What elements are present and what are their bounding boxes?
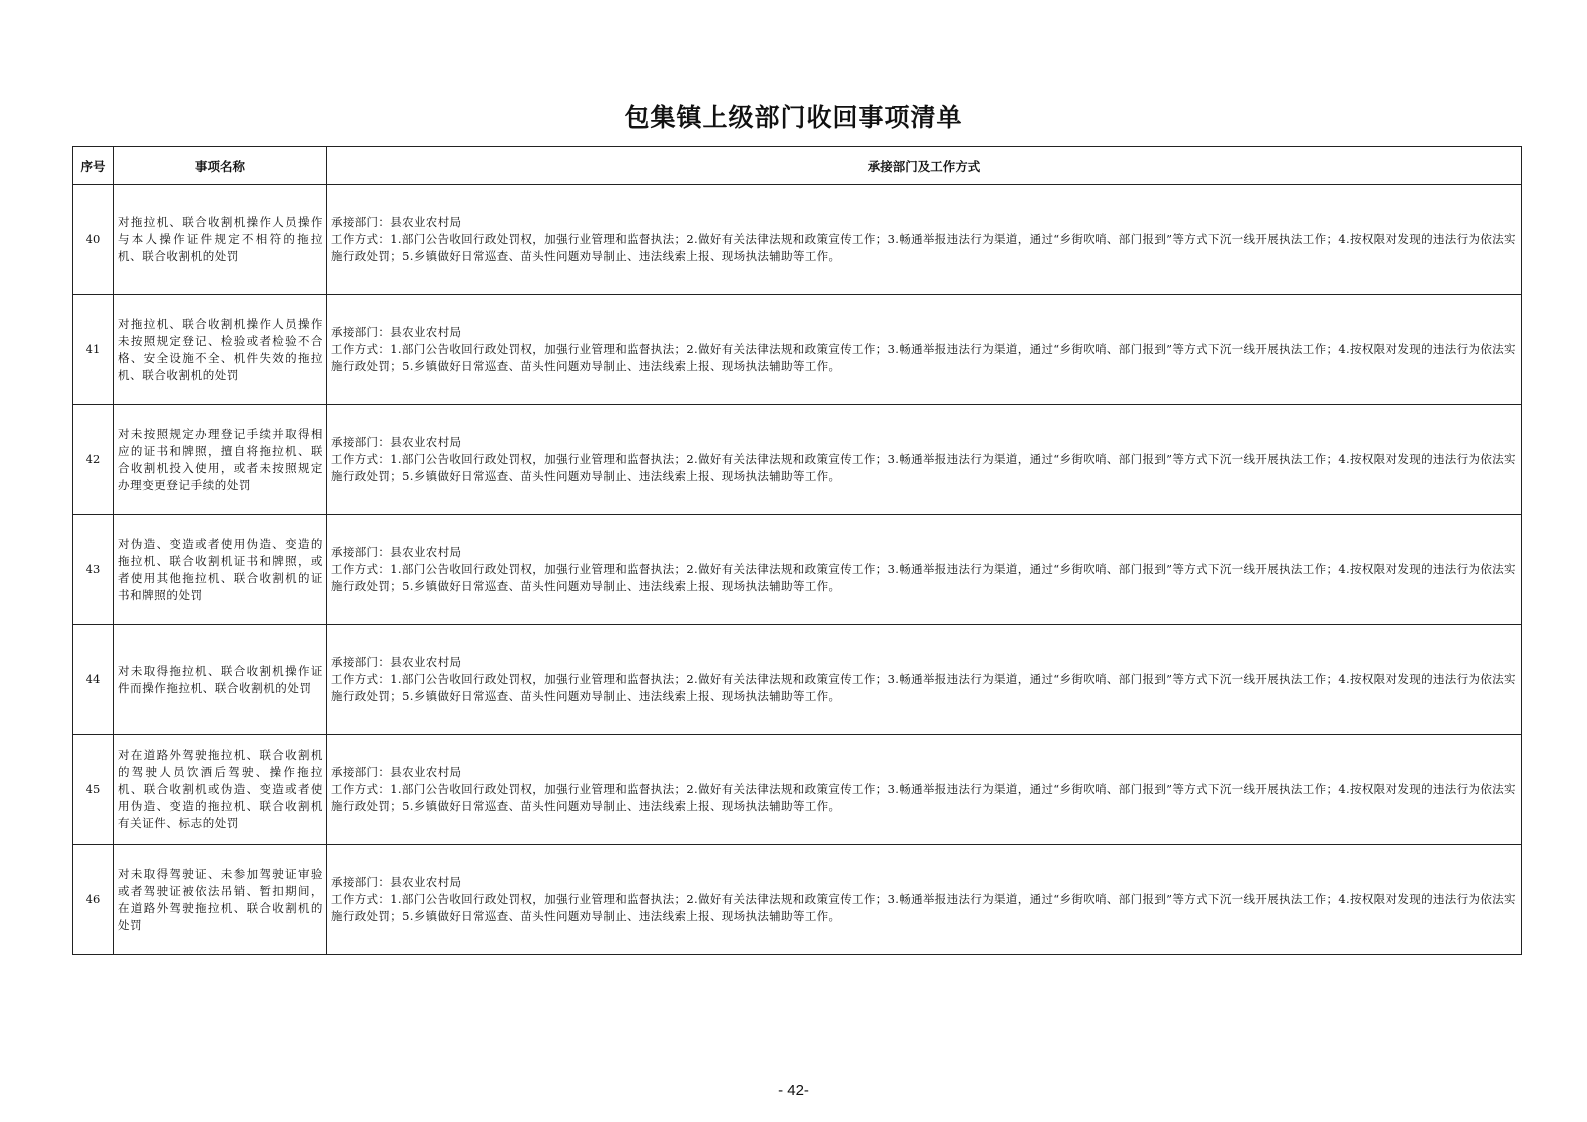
row-department-method (327, 735, 1522, 845)
row-seq: 42 (73, 405, 114, 515)
row-item-name: 对拖拉机、联合收割机操作人员操作未按照规定登记、检验或者检验不合格、安全设施不全、机件失效的拖拉机、联合收割机的处罚 (114, 295, 327, 405)
row-item-name: 对在道路外驾驶拖拉机、联合收割机的驾驶人员饮酒后驾驶、操作拖拉机、联合收割机或伪造、变造或者使用伪造、变造的拖拉机、联合收割机有关证件、标志的处罚 (114, 735, 327, 845)
row-item-name: 对未取得拖拉机、联合收割机操作证件而操作拖拉机、联合收割机的处罚 (114, 625, 327, 735)
row-department: 承接部门：县农业农村局 (331, 435, 462, 449)
row-department: 承接部门：县农业农村局 (331, 875, 462, 889)
table-row (73, 735, 1522, 845)
row-department: 承接部门：县农业农村局 (331, 215, 462, 229)
row-work-method: 工作方式：1.部门公告收回行政处罚权，加强行业管理和监督执法；2.做好有关法律法规和政策宣传工作；3.畅通举报违法行为渠道，通过“乡街吹哨、部门报到”等方式下沉一线开展执法工作；4.按权限对发现的违法行为依法实施行政处罚；5.乡镇做好日常巡查、苗头性问题劝导制止、违法线索上报、现场执法辅助等工作。 (331, 232, 1516, 263)
row-work-method: 工作方式：1.部门公告收回行政处罚权，加强行业管理和监督执法；2.做好有关法律法规和政策宣传工作；3.畅通举报违法行为渠道，通过“乡街吹哨、部门报到”等方式下沉一线开展执法工作；4.按权限对发现的违法行为依法实施行政处罚；5.乡镇做好日常巡查、苗头性问题劝导制止、违法线索上报、现场执法辅助等工作。 (331, 672, 1516, 703)
row-department-method (327, 625, 1522, 735)
row-work-method: 工作方式：1.部门公告收回行政处罚权，加强行业管理和监督执法；2.做好有关法律法规和政策宣传工作；3.畅通举报违法行为渠道，通过“乡街吹哨、部门报到”等方式下沉一线开展执法工作；4.按权限对发现的违法行为依法实施行政处罚；5.乡镇做好日常巡查、苗头性问题劝导制止、违法线索上报、现场执法辅助等工作。 (331, 562, 1516, 593)
row-item-name: 对拖拉机、联合收割机操作人员操作与本人操作证件规定不相符的拖拉机、联合收割机的处罚 (114, 185, 327, 295)
items-table (72, 146, 1522, 955)
header-item-name: 事项名称 (114, 147, 327, 185)
table-header-row (73, 147, 1522, 185)
row-department: 承接部门：县农业农村局 (331, 765, 462, 779)
row-item-name: 对伪造、变造或者使用伪造、变造的拖拉机、联合收割机证书和牌照，或者使用其他拖拉机、联合收割机的证书和牌照的处罚 (114, 515, 327, 625)
page-title: 包集镇上级部门收回事项清单 (624, 103, 963, 132)
table-row (73, 845, 1522, 955)
row-work-method: 工作方式：1.部门公告收回行政处罚权，加强行业管理和监督执法；2.做好有关法律法规和政策宣传工作；3.畅通举报违法行为渠道，通过“乡街吹哨、部门报到”等方式下沉一线开展执法工作；4.按权限对发现的违法行为依法实施行政处罚；5.乡镇做好日常巡查、苗头性问题劝导制止、违法线索上报、现场执法辅助等工作。 (331, 342, 1516, 373)
row-seq: 41 (73, 295, 114, 405)
row-work-method: 工作方式：1.部门公告收回行政处罚权，加强行业管理和监督执法；2.做好有关法律法规和政策宣传工作；3.畅通举报违法行为渠道，通过“乡街吹哨、部门报到”等方式下沉一线开展执法工作；4.按权限对发现的违法行为依法实施行政处罚；5.乡镇做好日常巡查、苗头性问题劝导制止、违法线索上报、现场执法辅助等工作。 (331, 782, 1516, 813)
row-seq: 46 (73, 845, 114, 955)
row-seq: 43 (73, 515, 114, 625)
header-seq: 序号 (73, 147, 114, 185)
table-row (73, 625, 1522, 735)
row-work-method: 工作方式：1.部门公告收回行政处罚权，加强行业管理和监督执法；2.做好有关法律法规和政策宣传工作；3.畅通举报违法行为渠道，通过“乡街吹哨、部门报到”等方式下沉一线开展执法工作；4.按权限对发现的违法行为依法实施行政处罚；5.乡镇做好日常巡查、苗头性问题劝导制止、违法线索上报、现场执法辅助等工作。 (331, 892, 1516, 923)
row-seq: 44 (73, 625, 114, 735)
row-seq: 40 (73, 185, 114, 295)
row-work-method: 工作方式：1.部门公告收回行政处罚权，加强行业管理和监督执法；2.做好有关法律法规和政策宣传工作；3.畅通举报违法行为渠道，通过“乡街吹哨、部门报到”等方式下沉一线开展执法工作；4.按权限对发现的违法行为依法实施行政处罚；5.乡镇做好日常巡查、苗头性问题劝导制止、违法线索上报、现场执法辅助等工作。 (331, 452, 1516, 483)
row-department-method (327, 405, 1522, 515)
row-department: 承接部门：县农业农村局 (331, 325, 462, 339)
row-item-name: 对未取得驾驶证、未参加驾驶证审验或者驾驶证被依法吊销、暂扣期间，在道路外驾驶拖拉机、联合收割机的处罚 (114, 845, 327, 955)
row-department: 承接部门：县农业农村局 (331, 545, 462, 559)
row-department: 承接部门：县农业农村局 (331, 655, 462, 669)
table-row (73, 515, 1522, 625)
row-seq: 45 (73, 735, 114, 845)
page-number: - 42- (778, 1082, 809, 1099)
row-department-method (327, 185, 1522, 295)
table-row (73, 295, 1522, 405)
table-row (73, 185, 1522, 295)
row-department-method (327, 845, 1522, 955)
table-row (73, 405, 1522, 515)
row-department-method (327, 295, 1522, 405)
row-department-method (327, 515, 1522, 625)
header-department-method: 承接部门及工作方式 (327, 147, 1522, 185)
row-item-name: 对未按照规定办理登记手续并取得相应的证书和牌照，擅自将拖拉机、联合收割机投入使用，或者未按照规定办理变更登记手续的处罚 (114, 405, 327, 515)
